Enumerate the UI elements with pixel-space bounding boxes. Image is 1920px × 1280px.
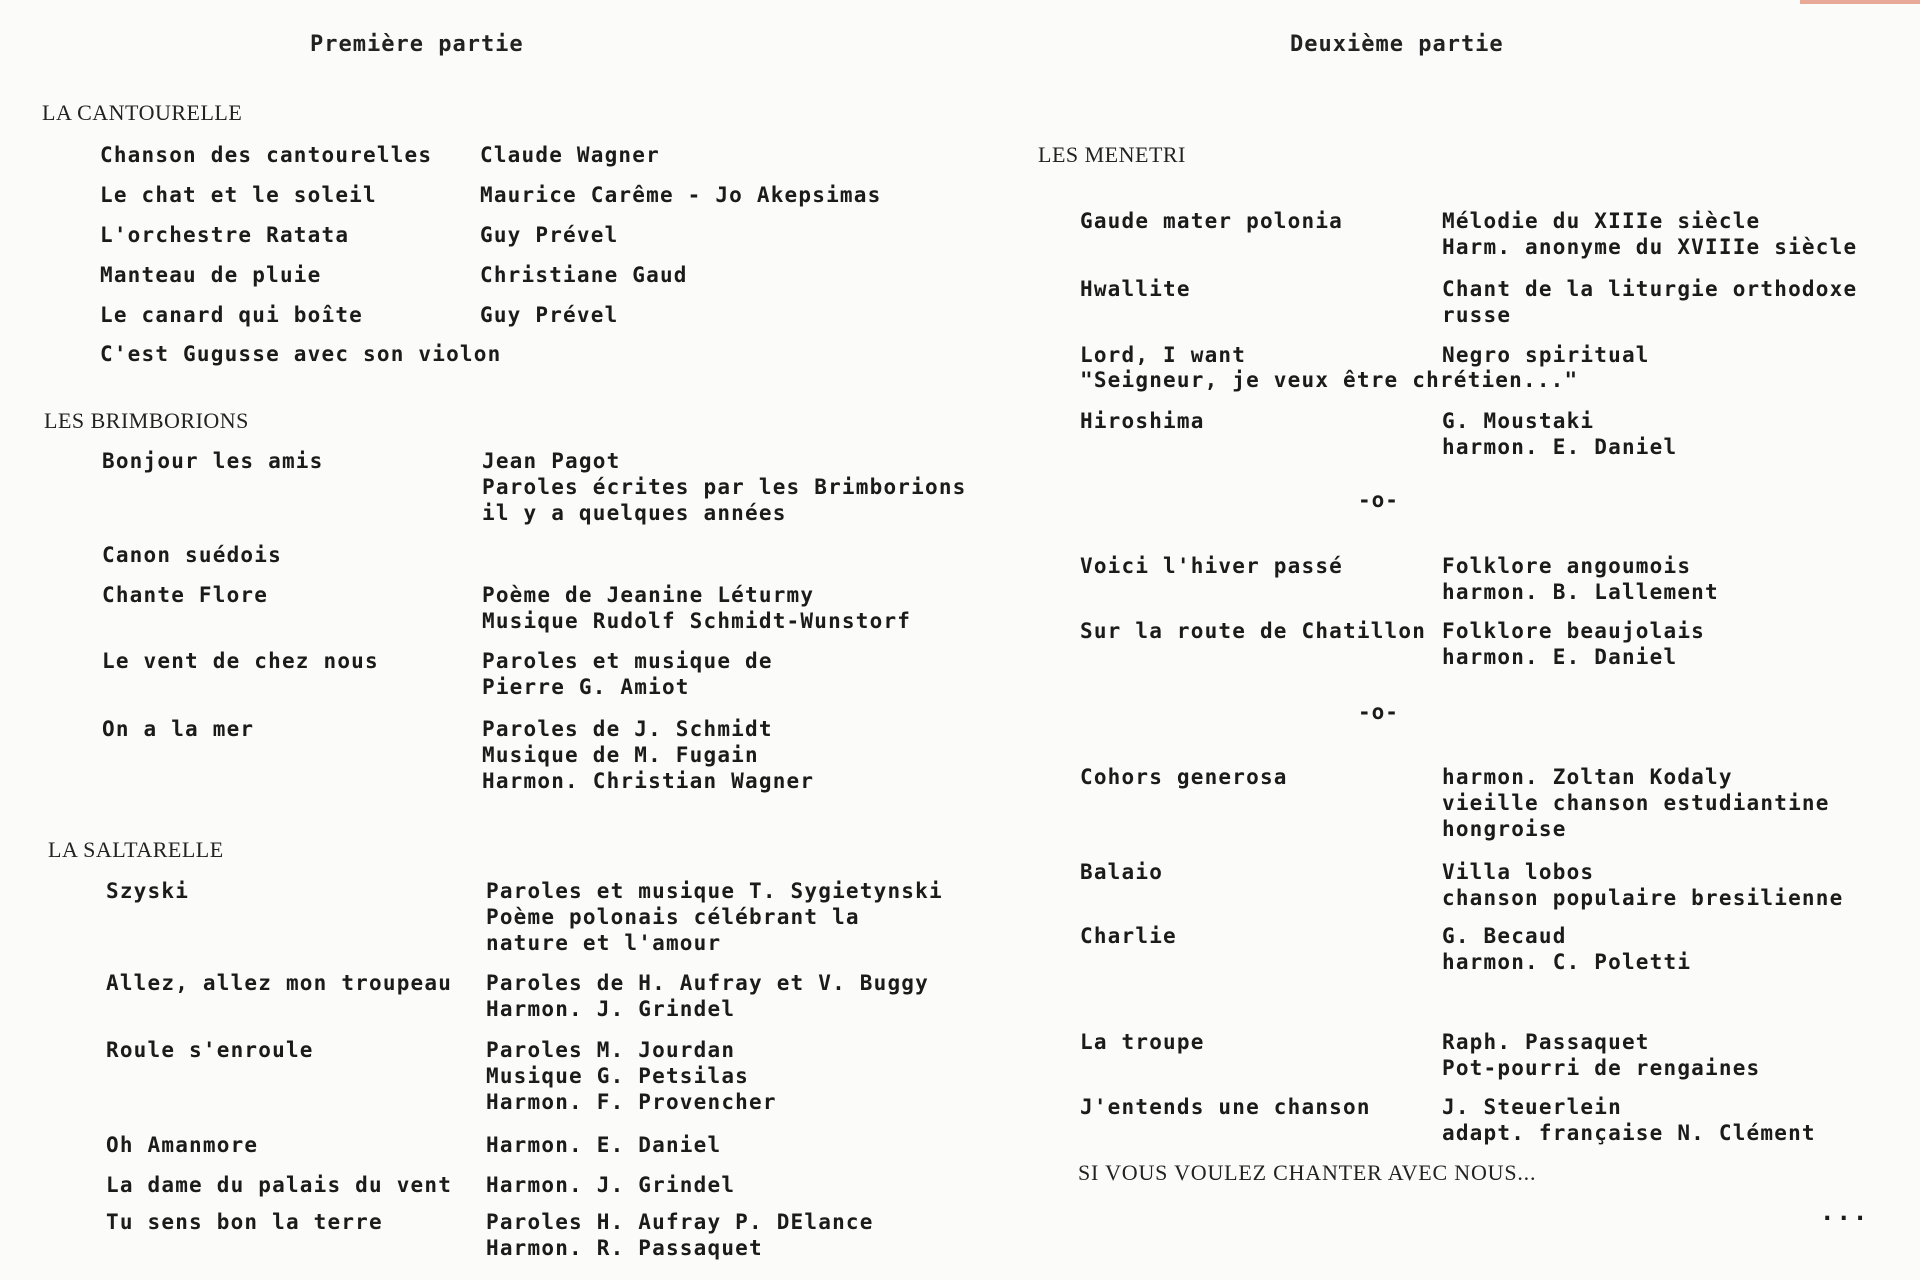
credit-line: Paroles M. Jourdan xyxy=(486,1038,736,1062)
credit-line: Villa lobos xyxy=(1442,860,1595,884)
song-credits xyxy=(1442,764,1830,842)
credit-line: adapt. française N. Clément xyxy=(1442,1121,1816,1145)
song-credits xyxy=(1442,553,1719,605)
credit-line: Harmon. E. Daniel xyxy=(486,1133,722,1157)
song-title: Allez, allez mon troupeau xyxy=(106,971,453,995)
part-title-first: Première partie xyxy=(310,32,524,57)
credit-line: Harmon. J. Grindel xyxy=(486,997,736,1021)
song-credits xyxy=(480,222,618,248)
song-credits xyxy=(1442,208,1857,260)
separator: -o- xyxy=(1358,488,1399,512)
credit-line: Mélodie du XIIIe siècle xyxy=(1442,209,1761,233)
song-credits xyxy=(482,448,967,526)
credit-line: vieille chanson estudiantine xyxy=(1442,791,1830,815)
song-credits xyxy=(482,582,911,634)
song-title: Szyski xyxy=(106,879,190,903)
credit-line: Chant de la liturgie orthodoxe xyxy=(1442,277,1858,301)
credit-line: Maurice Carême - Jo Akepsimas xyxy=(480,183,882,207)
credit-line: Negro spiritual xyxy=(1442,343,1650,367)
song-title: Voici l'hiver passé xyxy=(1080,554,1344,578)
song-title: Chanson des cantourelles xyxy=(100,143,433,167)
credit-line: Folklore angoumois xyxy=(1442,554,1692,578)
song-credits xyxy=(486,1132,721,1158)
credit-line: il y a quelques années xyxy=(482,501,787,525)
credit-line: Poème polonais célébrant la xyxy=(486,905,860,929)
credit-line: harmon. E. Daniel xyxy=(1442,435,1678,459)
song-title: On a la mer xyxy=(102,717,255,741)
song-credits xyxy=(1442,1029,1760,1081)
credit-line: harmon. E. Daniel xyxy=(1442,645,1678,669)
continuation-dots: ... xyxy=(1820,1198,1870,1226)
song-credits xyxy=(1442,1094,1816,1146)
credit-line: Paroles H. Aufray P. DElance xyxy=(486,1210,874,1234)
song-title: Chante Flore xyxy=(102,583,269,607)
song-title: Le vent de chez nous xyxy=(102,649,379,673)
song-credits xyxy=(482,648,773,700)
song-credits xyxy=(1442,408,1677,460)
song-title: Le canard qui boîte xyxy=(100,303,364,327)
credit-line: Musique Rudolf Schmidt-Wunstorf xyxy=(482,609,912,633)
credit-line: Folklore beaujolais xyxy=(1442,619,1706,643)
song-credits xyxy=(1442,618,1705,670)
song-title: La dame du palais du vent xyxy=(106,1173,453,1197)
section-title-brimborions: LES BRIMBORIONS xyxy=(44,408,249,433)
credit-line: chanson populaire bresilienne xyxy=(1442,886,1844,910)
song-credits xyxy=(482,716,814,794)
song-credits xyxy=(1442,923,1691,975)
song-title: L'orchestre Ratata xyxy=(100,223,350,247)
credit-line: Paroles de H. Aufray et V. Buggy xyxy=(486,971,929,995)
song-title: Bonjour les amis xyxy=(102,449,324,473)
credit-line: Jean Pagot xyxy=(482,449,621,473)
credit-line: harmon. Zoltan Kodaly xyxy=(1442,765,1733,789)
song-title: La troupe xyxy=(1080,1030,1205,1054)
section-title-saltarelle: LA SALTARELLE xyxy=(48,837,224,862)
song-title: Charlie xyxy=(1080,924,1177,948)
song-credits xyxy=(486,1172,735,1198)
song-title: Hwallite xyxy=(1080,277,1191,301)
section-title-menetri: LES MENETRI xyxy=(1038,142,1186,167)
credit-line: harmon. B. Lallement xyxy=(1442,580,1719,604)
closing-line: SI VOUS VOULEZ CHANTER AVEC NOUS... xyxy=(1078,1160,1537,1185)
credit-line: J. Steuerlein xyxy=(1442,1095,1622,1119)
song-credits xyxy=(486,1209,874,1261)
song-title: Lord, I want xyxy=(1080,343,1247,367)
credit-line: G. Moustaki xyxy=(1442,409,1595,433)
song-title: Roule s'enroule xyxy=(106,1038,314,1062)
credit-line: Musique G. Petsilas xyxy=(486,1064,750,1088)
song-title: Oh Amanmore xyxy=(106,1133,259,1157)
song-title: Gaude mater polonia xyxy=(1080,209,1344,233)
second-part-column xyxy=(1000,0,1920,1280)
credit-line: Harmon. Christian Wagner xyxy=(482,769,815,793)
credit-line: Paroles de J. Schmidt xyxy=(482,717,773,741)
credit-line: Harmon. R. Passaquet xyxy=(486,1236,763,1260)
credit-line: Harmon. J. Grindel xyxy=(486,1173,736,1197)
credit-line: Guy Prével xyxy=(480,223,619,247)
credit-line: hongroise xyxy=(1442,817,1567,841)
credit-line: G. Becaud xyxy=(1442,924,1567,948)
song-title: Cohors generosa xyxy=(1080,765,1288,789)
song-credits xyxy=(1442,276,1857,328)
song-title: Tu sens bon la terre xyxy=(106,1210,383,1234)
credit-line: Christiane Gaud xyxy=(480,263,688,287)
credit-line: Claude Wagner xyxy=(480,143,660,167)
song-credits xyxy=(1442,859,1843,911)
credit-line: russe xyxy=(1442,303,1512,327)
song-credits xyxy=(486,1037,777,1115)
credit-line: Raph. Passaquet xyxy=(1442,1030,1650,1054)
credit-line: Harm. anonyme du XVIIIe siècle xyxy=(1442,235,1858,259)
credit-line: harmon. C. Poletti xyxy=(1442,950,1692,974)
song-title: Sur la route de Chatillon xyxy=(1080,619,1427,643)
credit-line: Musique de M. Fugain xyxy=(482,743,759,767)
song-title: J'entends une chanson xyxy=(1080,1095,1371,1119)
song-credits xyxy=(480,302,618,328)
separator: -o- xyxy=(1358,700,1399,724)
song-translation: "Seigneur, je veux être chrétien..." xyxy=(1080,368,1579,392)
song-credits xyxy=(486,970,929,1022)
song-title: Hiroshima xyxy=(1080,409,1205,433)
credit-line: Paroles et musique T. Sygietynski xyxy=(486,879,943,903)
credit-line: Poème de Jeanine Léturmy xyxy=(482,583,815,607)
credit-line: Pierre G. Amiot xyxy=(482,675,690,699)
credit-line: Paroles et musique de xyxy=(482,649,773,673)
credit-line: Paroles écrites par les Brimborions xyxy=(482,475,967,499)
song-credits xyxy=(480,182,881,208)
song-credits xyxy=(1442,342,1650,368)
song-title: Le chat et le soleil xyxy=(100,183,377,207)
part-title-second: Deuxième partie xyxy=(1290,32,1504,57)
song-title: C'est Gugusse avec son violon xyxy=(100,342,502,366)
song-credits xyxy=(480,262,688,288)
song-title: Manteau de pluie xyxy=(100,263,322,287)
song-credits xyxy=(486,878,943,956)
song-title: Balaio xyxy=(1080,860,1164,884)
song-credits xyxy=(480,142,660,168)
song-title: Canon suédois xyxy=(102,543,282,567)
credit-line: Guy Prével xyxy=(480,303,619,327)
section-title-cantourelle: LA CANTOURELLE xyxy=(42,100,243,125)
credit-line: Harmon. F. Provencher xyxy=(486,1090,777,1114)
credit-line: Pot-pourri de rengaines xyxy=(1442,1056,1761,1080)
credit-line: nature et l'amour xyxy=(486,931,722,955)
